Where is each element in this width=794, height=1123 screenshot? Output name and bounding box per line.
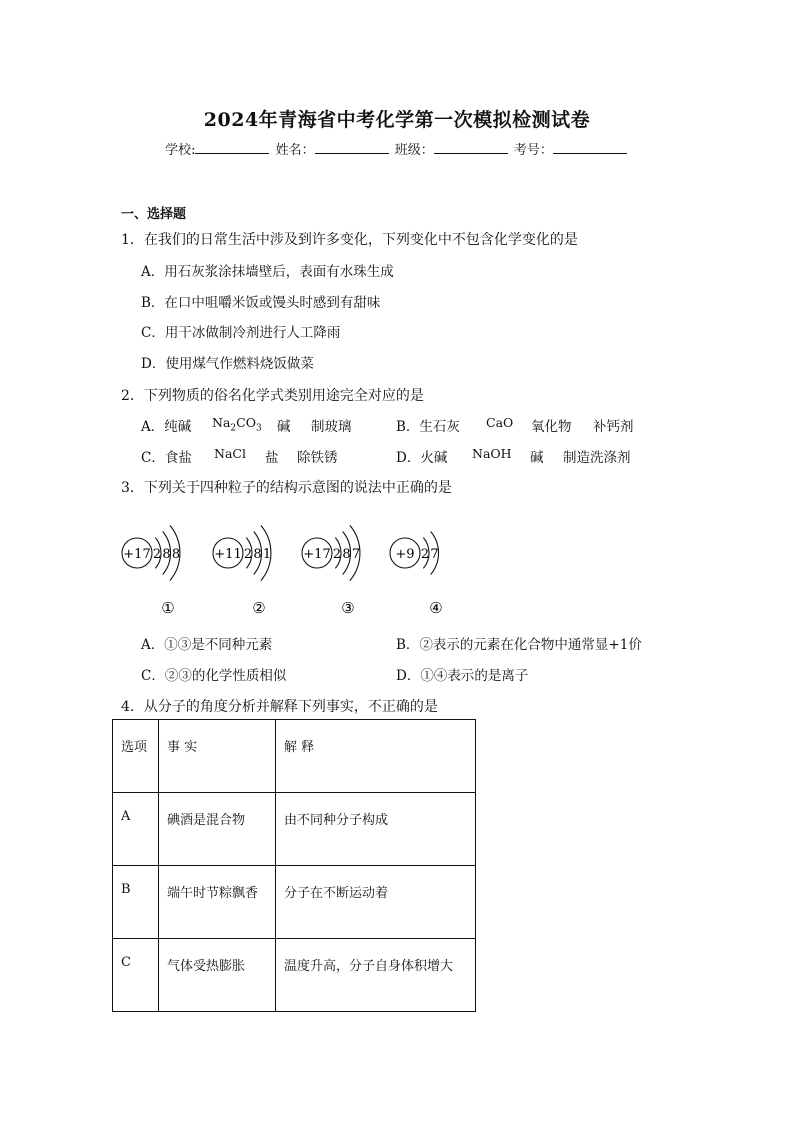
q2-b-formula: CaO — [486, 415, 514, 430]
number-label: 考号： — [513, 143, 553, 158]
q2-a-formula: $Na_2CO_3$ — [212, 415, 262, 434]
student-info-line — [0, 139, 794, 158]
atomic-structure-diagrams — [110, 508, 470, 626]
row-option: C — [113, 939, 159, 1012]
q1-option-d: D．使用煤气作燃料烧饭做菜 — [141, 356, 314, 372]
q3-option-b: B．②表示的元素在化合物中通常显+1价 — [396, 637, 642, 653]
electron-count: 8 — [171, 547, 181, 562]
nucleus-charge: +11 — [214, 547, 242, 562]
q2-d-formula: NaOH — [472, 446, 512, 461]
header-option: 选项 — [113, 720, 159, 793]
name-label: 姓名： — [275, 143, 315, 158]
q2-b-name: B．生石灰 — [396, 419, 460, 435]
electron-count: 2 — [152, 547, 162, 562]
q3-option-a: A．①③是不同种元素 — [141, 637, 273, 653]
q3-option-c: C．②③的化学性质相似 — [141, 668, 287, 684]
class-label: 班级： — [394, 143, 434, 158]
q1-stem: 1．在我们的日常生活中涉及到许多变化，下列变化中不包含化学变化的是 — [121, 232, 578, 248]
electron-count: 2 — [420, 547, 430, 562]
electron-count: 8 — [342, 547, 351, 562]
number-blank[interactable] — [553, 141, 627, 154]
electron-count: 8 — [253, 547, 262, 562]
particle-label: ① — [161, 599, 175, 617]
particle-label: ③ — [341, 599, 355, 617]
q3-option-d: D．①④表示的是离子 — [396, 668, 529, 684]
particle-label: ④ — [429, 599, 443, 617]
q4-table — [112, 719, 476, 1012]
electron-count: 7 — [430, 547, 439, 562]
header-explanation: 解 释 — [276, 720, 476, 793]
q1-option-a: A．用石灰浆涂抹墙壁后，表面有水珠生成 — [141, 264, 394, 280]
nucleus-charge: +17 — [123, 547, 151, 562]
q2-stem: 2．下列物质的俗名化学式类别用途完全对应的是 — [121, 388, 424, 404]
electron-count: 2 — [332, 547, 342, 562]
school-label: 学校: — [165, 143, 196, 158]
particle-diagram-4 — [390, 532, 443, 618]
q2-c-name: C．食盐 — [141, 450, 192, 466]
q1-option-c: C．用干冰做制冷剂进行人工降雨 — [141, 325, 341, 341]
row-option: B — [113, 866, 159, 939]
q2-b-use: 补钙剂 — [593, 419, 634, 435]
nucleus-charge: +17 — [303, 547, 331, 562]
table-row — [113, 866, 476, 939]
q2-c-formula: NaCl — [214, 446, 246, 461]
table-header-row — [113, 720, 476, 793]
electron-count: 7 — [351, 547, 361, 562]
q2-d-name: D．火碱 — [396, 450, 448, 466]
electron-count: 2 — [243, 547, 253, 562]
section-heading: 一、选择题 — [121, 207, 187, 222]
class-blank[interactable] — [434, 141, 508, 154]
q2-c-type: 盐 — [265, 450, 279, 466]
row-fact: 碘酒是混合物 — [159, 793, 276, 866]
header-fact: 事 实 — [159, 720, 276, 793]
particle-diagram-3 — [302, 525, 360, 617]
q2-a-name: A．纯碱 — [141, 419, 192, 435]
q3-stem: 3．下列关于四种粒子的结构示意图的说法中正确的是 — [121, 480, 452, 496]
q4-stem: 4．从分子的角度分析并解释下列事实，不正确的是 — [121, 699, 438, 715]
row-explanation: 温度升高，分子自身体积增大 — [276, 939, 476, 1012]
q2-b-type: 氧化物 — [531, 419, 572, 435]
name-blank[interactable] — [315, 141, 389, 154]
nucleus-charge: +9 — [395, 547, 415, 562]
electron-count: 8 — [162, 547, 171, 562]
q2-c-use: 除铁锈 — [297, 450, 338, 466]
row-explanation: 由不同种分子构成 — [276, 793, 476, 866]
row-fact: 端午时节粽飘香 — [159, 866, 276, 939]
row-explanation: 分子在不断运动着 — [276, 866, 476, 939]
particle-diagram-1 — [122, 525, 180, 617]
table-row — [113, 793, 476, 866]
table-row — [113, 939, 476, 1012]
particle-diagram-2 — [213, 525, 271, 617]
school-blank[interactable] — [195, 141, 269, 154]
q2-d-type: 碱 — [530, 450, 544, 466]
page-title: 2024年青海省中考化学第一次模拟检测试卷 — [203, 109, 591, 131]
q1-option-b: B．在口中咀嚼米饭或馒头时感到有甜味 — [141, 295, 381, 311]
row-fact: 气体受热膨胀 — [159, 939, 276, 1012]
particle-label: ② — [252, 599, 266, 617]
q2-a-use: 制玻璃 — [311, 419, 352, 435]
q2-a-type: 碱 — [277, 419, 291, 435]
q2-option-a — [141, 415, 191, 435]
q2-d-use: 制造洗涤剂 — [563, 450, 631, 466]
electron-count: 1 — [262, 547, 272, 562]
row-option: A — [113, 793, 159, 866]
